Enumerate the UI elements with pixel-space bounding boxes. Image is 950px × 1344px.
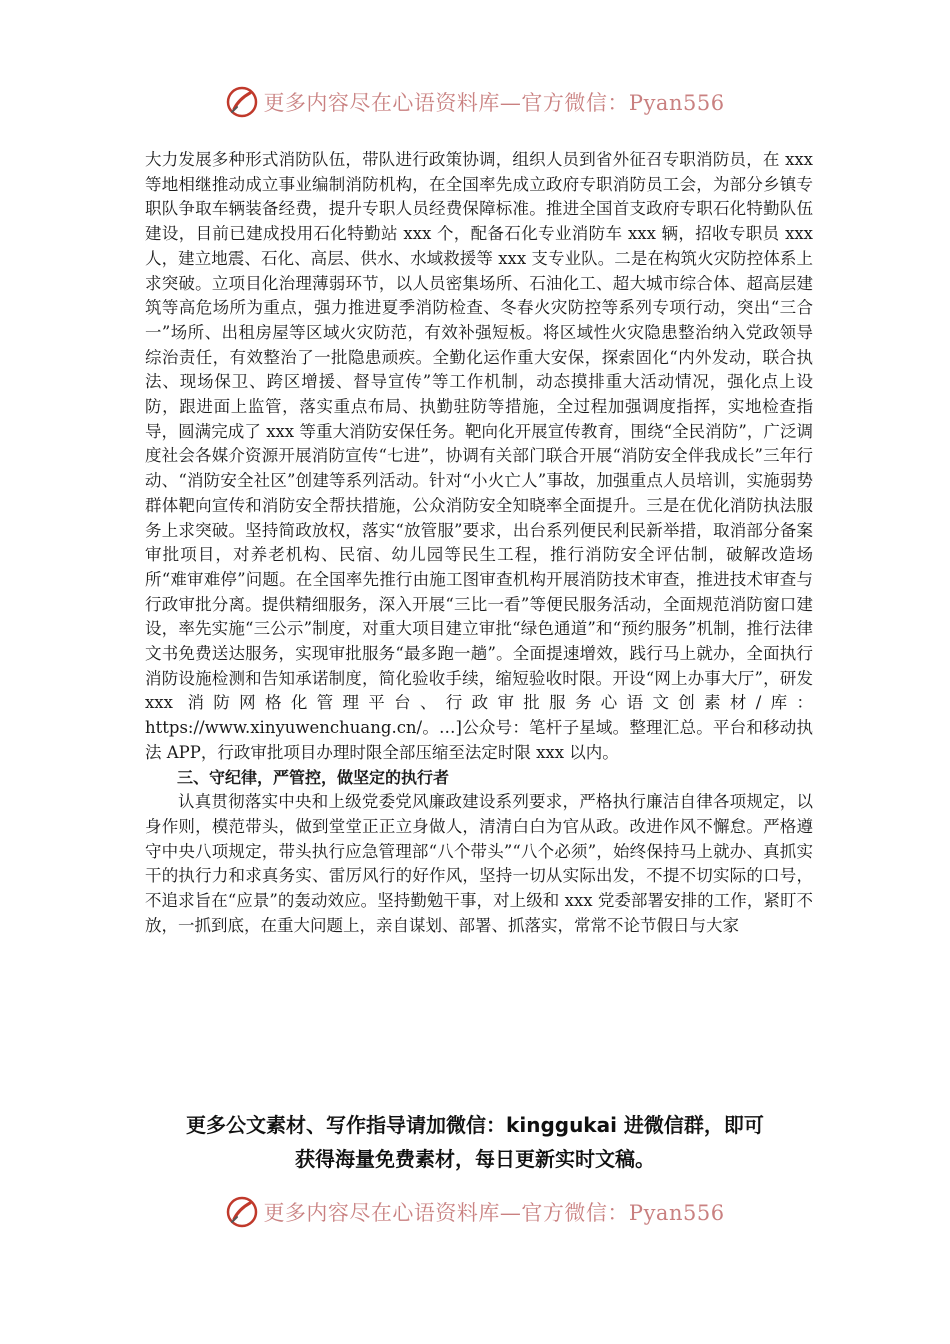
- brush-logo-icon: [225, 1195, 259, 1229]
- header-watermark-banner: [0, 80, 950, 124]
- promo-line: 获得海量免费素材，每日更新实时文稿。: [295, 1147, 655, 1171]
- promo-notice: [0, 1108, 950, 1176]
- brush-logo-icon: [225, 85, 259, 119]
- body-paragraph: 大力发展多种形式消防队伍，带队进行政策协调，组织人员到省外征召专职消防员，在 xxx 等地相继推动成立事业编制消防机构，在全国率先成立政府专职消防员工会，为部分乡镇专职队争取车辆装备经费，提升专职人员经费保障标准。推进全国首支政府专职石化特勤队伍建设，目前已建成投用石化特勤站 xxx 个，配备石化专业消防车 xxx 辆，招收专职员 xxx 人，建立地震、石化、高层、供水、水域救援等 xxx 支专业队。二是在构筑火灾防控体系上求突破。立项目化治理薄弱环节，以人员密集场所、石油化工、超大城市综合体、超高层建筑等高危场所为重点，强力推进夏季消防检查、冬春火灾防控等系列专项行动，突出“三合一”场所、出租房屋等区域火灾防范，有效补强短板。将区域性火灾隐患整治纳入党政领导综治责任，有效整治了一批隐患顽疾。全勤化运作重大安保，探索固化“内外发动，联合执法、现场保卫、跨区增援、督导宣传”等工作机制，动态摸排重大活动情况，强化点上设防，跟进面上监管，落实重点布局、执勤驻防等措施，全过程加强调度指挥，实地检查指导，圆满完成了 xxx 等重大消防安保任务。靶向化开展宣传教育，围绕“全民消防”，广泛调度社会各媒介资源开展消防宣传“七进”，协调有关部门联合开展“消防安全伴我成长”三年行动、“消防安全社区”创建等系列活动。针对“小火亡人”事故，加强重点人员培训，实施弱势群体靶向宣传和消防安全帮扶措施，公众消防安全知晓率全面提升。三是在优化消防执法服务上求突破。坚持简政放权，落实“放管服”要求，出台系列便民利民新举措，取消部分备案审批项目，对养老机构、民宿、幼儿园等民生工程，推行消防安全评估制，破解改造场所“难审难停”问题。在全国率先推行由施工图审查机构开展消防技术审查，推进技术审查与行政审批分离。提供精细服务，深入开展“三比一看”等便民服务活动，全面规范消防窗口建设，率先实施“三公示”制度，对重大项目建立审批“绿色通道”和“预约服务”机制，推行法律文书免费送达服务，实现审批服务“最多跑一趟”。全面提速增效，践行马上就办，全面执行消防设施检测和告知承诺制度，简化验收手续，缩短验收时限。开设“网上办事大厅”，研发 xxx 消防网格化管理平台、行政审批服务心语文创素材/库：https://www.xinyuwenchuang.cn/。…]公众号：笔杆子星域。整理汇总。平台和移动执法 APP，行政审批项目办理时限全部压缩至法定时限 xxx 以内。: [145, 150, 813, 762]
- promo-line: 更多公文素材、写作指导请加微信：kinggukai 进微信群，即可: [186, 1113, 764, 1137]
- footer-watermark-text: 更多内容尽在心语资料库—官方微信：Pyan556: [263, 1201, 725, 1225]
- body-paragraph: 认真贯彻落实中央和上级党委党风廉政建设系列要求，严格执行廉洁自律各项规定，以身作则，模范带头，做到堂堂正正立身做人，清清白白为官从政。改进作风不懈怠。严格遵守中央八项规定，带头执行应急管理部“八个带头”“八个必须”，始终保持马上就办、真抓实干的执行力和求真务实、雷厉风行的好作风，坚持一切从实际出发，不提不切实际的口号，不追求旨在“应景”的轰动效应。坚持勤勉干事，对上级和 xxx 党委部署安排的工作，紧盯不放，一抓到底，在重大问题上，亲自谋划、部署、抓落实，常常不论节假日与大家: [145, 792, 813, 935]
- header-watermark-text: 更多内容尽在心语资料库—官方微信：Pyan556: [263, 91, 725, 115]
- section-heading: 三、守纪律，严管控，做坚定的执行者: [177, 767, 450, 787]
- footer-watermark-banner: [0, 1190, 950, 1234]
- document-body: [145, 148, 813, 939]
